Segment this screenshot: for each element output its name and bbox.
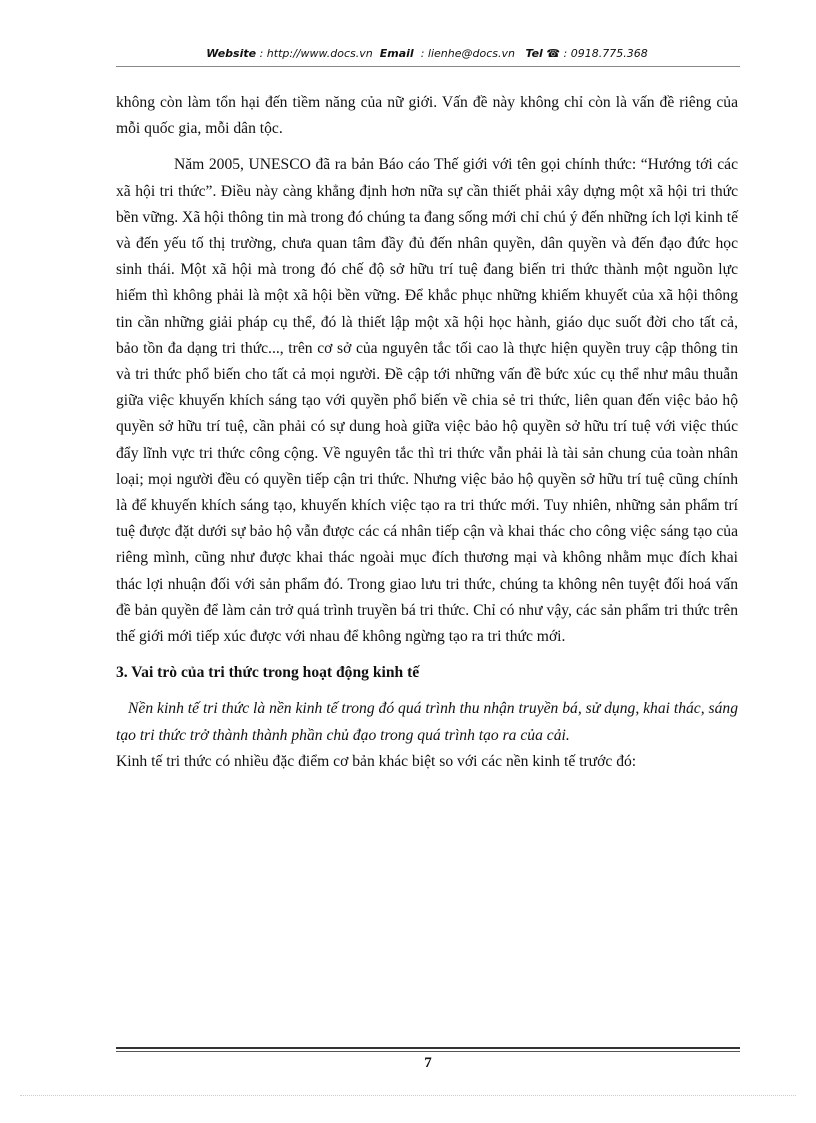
header-rule: [116, 66, 740, 67]
paragraph-4: Kinh tế tri thức có nhiều đặc điểm cơ bản khác biệt so với các nền kinh tế trước đó:: [116, 752, 637, 770]
page-header: [116, 47, 738, 60]
website-label: Website: [206, 47, 257, 60]
document-body: [116, 90, 738, 775]
tel-value: : 0918.775.368: [563, 47, 648, 60]
phone-icon: ☎: [546, 47, 561, 60]
page-edge-line: [20, 1095, 796, 1096]
footer-rule-top: [116, 1047, 740, 1049]
section-heading: 3. Vai trò của tri thức trong hoạt động kinh tế: [116, 664, 420, 682]
footer-rule-bottom: [116, 1051, 740, 1052]
paragraph-2: Năm 2005, UNESCO đã ra bản Báo cáo Thế giới với tên gọi chính thức: “Hướng tới các xã hội tri thức”. Điều này càng khẳng định hơn nữa sự cần thiết phải xây dựng một xã hội tri thức bền vững. Xã hội thông tin mà trong đó chúng ta đang sống mới chỉ chú ý đến những ích lợi kinh tế và đến yếu tố thị trường, chưa quan tâm đầy đủ đến nhân quyền, dân quyền và đến đạo đức học sinh thái. Một xã hội mà trong đó chế độ sở hữu trí tuệ đang biến tri thức thành một nguồn lực hiếm thì không phải là một xã hội bền vững. Để khắc phục những khiếm khuyết của xã hội thông tin cần những giải pháp cụ thể, đó là thiết lập một xã hội học hành, giáo dục suốt đời cho tất cả, bảo tồn đa dạng tri thức..., trên cơ sở của nguyên tắc tối cao là thực hiện quyền truy cập thông tin và tri thức phổ biến cho tất cả mọi người. Đề cập tới những vấn đề bức xúc cụ thể như mâu thuẫn giữa việc khuyến khích sáng tạo với quyền phổ biến về chia sẻ tri thức, liên quan đến việc bảo hộ quyền sở hữu trí tuệ, cần phải có sự dung hoà giữa việc bảo hộ quyền sở hữu trí tuệ với việc thúc đẩy lĩnh vực tri thức công cộng. Về nguyên tắc thì tri thức vẫn phải là tài sản chung của toàn nhân loại; mọi người đều có quyền tiếp cận tri thức. Nhưng việc bảo hộ quyền sở hữu trí tuệ cũng chính là để khuyến khích sáng tạo, khuyến khích việc tạo ra tri thức mới. Tuy nhiên, những sản phẩm trí tuệ được đặt dưới sự bảo hộ vẫn được các cá nhân tiếp cận và khai thác cho công việc sáng tạo của riêng mình, cũng như được khai thác ngoài mục đích thương mại và không nhằm mục đích khai thác lợi nhuận đối với sản phẩm đó. Trong giao lưu tri thức, chúng ta không nên tuyệt đối hoá vấn đề bản quyền để làm cản trở quá trình truyền bá tri thức. Chỉ có như vậy, các sản phẩm tri thức trên thế giới mới tiếp xúc được với nhau để không ngừng tạo ra tri thức mới.: [116, 156, 738, 646]
page-number: 7: [424, 1055, 432, 1071]
paragraph-1: không còn làm tổn hại đến tiềm năng của nữ giới. Vấn đề này không chỉ còn là vấn đề riêng của mỗi quốc gia, mỗi dân tộc.: [116, 94, 738, 138]
website-value: : http://www.docs.vn: [259, 47, 373, 60]
email-value: : lienhe@docs.vn: [420, 47, 515, 60]
email-label: Email: [379, 47, 414, 60]
tel-label: Tel: [525, 47, 543, 60]
paragraph-3: Nền kinh tế tri thức là nền kinh tế trong đó quá trình thu nhận truyền bá, sử dụng, khai thác, sáng tạo tri thức trở thành thành phần chủ đạo trong quá trình tạo ra của cải.: [116, 700, 738, 744]
